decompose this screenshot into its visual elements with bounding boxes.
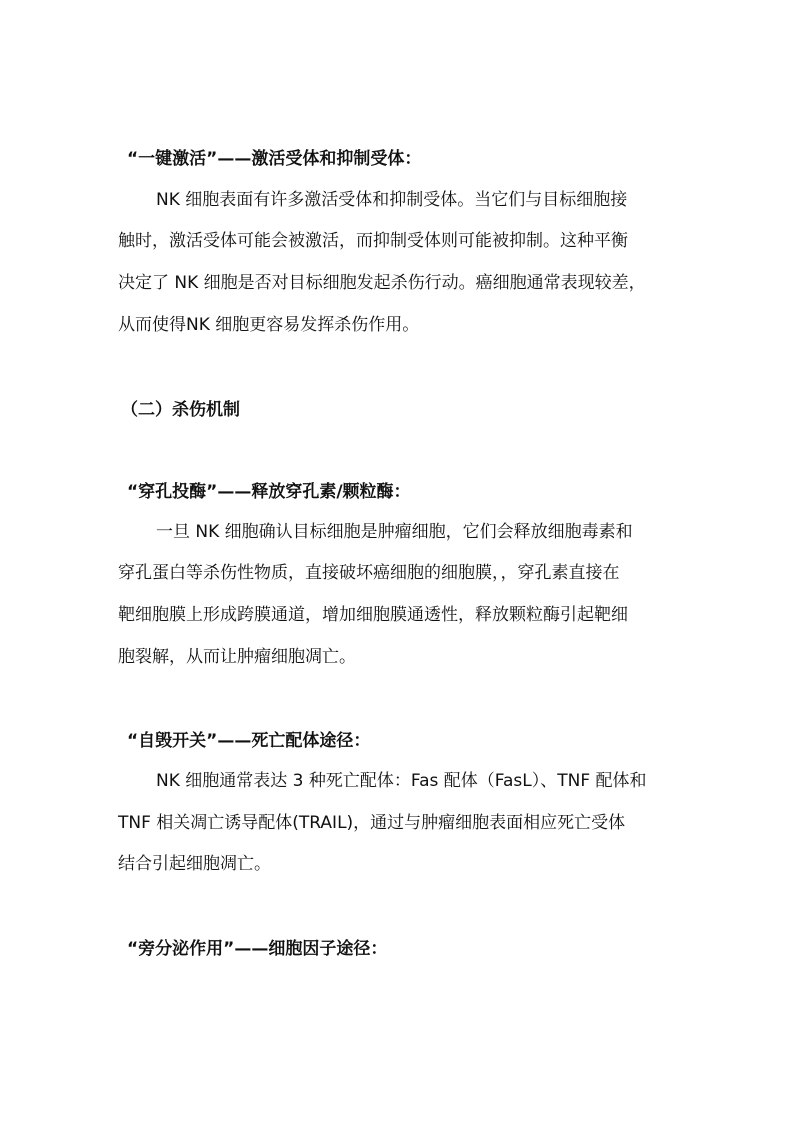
paragraph-line: NK 细胞通常表达 3 种死亡配体：Fas 配体（FasL）、TNF 配体和 — [156, 771, 647, 791]
paragraph-line: 决定了 NK 细胞是否对目标细胞发起杀伤行动。癌细胞通常表现较差， — [118, 273, 646, 293]
paragraph-line: TNF 相关凋亡诱导配体(TRAIL)，通过与肿瘤细胞表面相应死亡受体 — [118, 813, 626, 833]
paragraph-line: 穿孔蛋白等杀伤性物质，直接破坏癌细胞的细胞膜，，穿孔素直接在 — [118, 563, 620, 583]
paragraph-line: 结合引起细胞凋亡。 — [118, 854, 271, 874]
section-heading-activation: “一键激活”——激活受体和抑制受体： — [127, 149, 422, 169]
section-heading-death-ligand: “自毁开关”——死亡配体途径： — [127, 731, 371, 751]
paragraph-line: 靶细胞膜上形成跨膜通道，增加细胞膜通透性，释放颗粒酶引起靶细 — [118, 605, 628, 625]
section-heading-perforin: “穿孔投酶”——释放穿孔素/颗粒酶： — [127, 482, 411, 502]
paragraph-line: 胞裂解，从而让肿瘤细胞凋亡。 — [118, 647, 356, 667]
section-heading-killing-mechanism: （二）杀伤机制 — [121, 400, 240, 420]
paragraph-line: NK 细胞表面有许多激活受体和抑制受体。当它们与目标细胞接 — [156, 190, 628, 210]
section-heading-paracrine: “旁分泌作用”——细胞因子途径： — [127, 939, 388, 959]
paragraph-line: 触时，激活受体可能会被激活，而抑制受体则可能被抑制。这种平衡 — [118, 231, 628, 251]
paragraph-line: 一旦 NK 细胞确认目标细胞是肿瘤细胞，它们会释放细胞毒素和 — [156, 522, 633, 542]
paragraph-line: 从而使得NK 细胞更容易发挥杀伤作用。 — [118, 315, 420, 335]
